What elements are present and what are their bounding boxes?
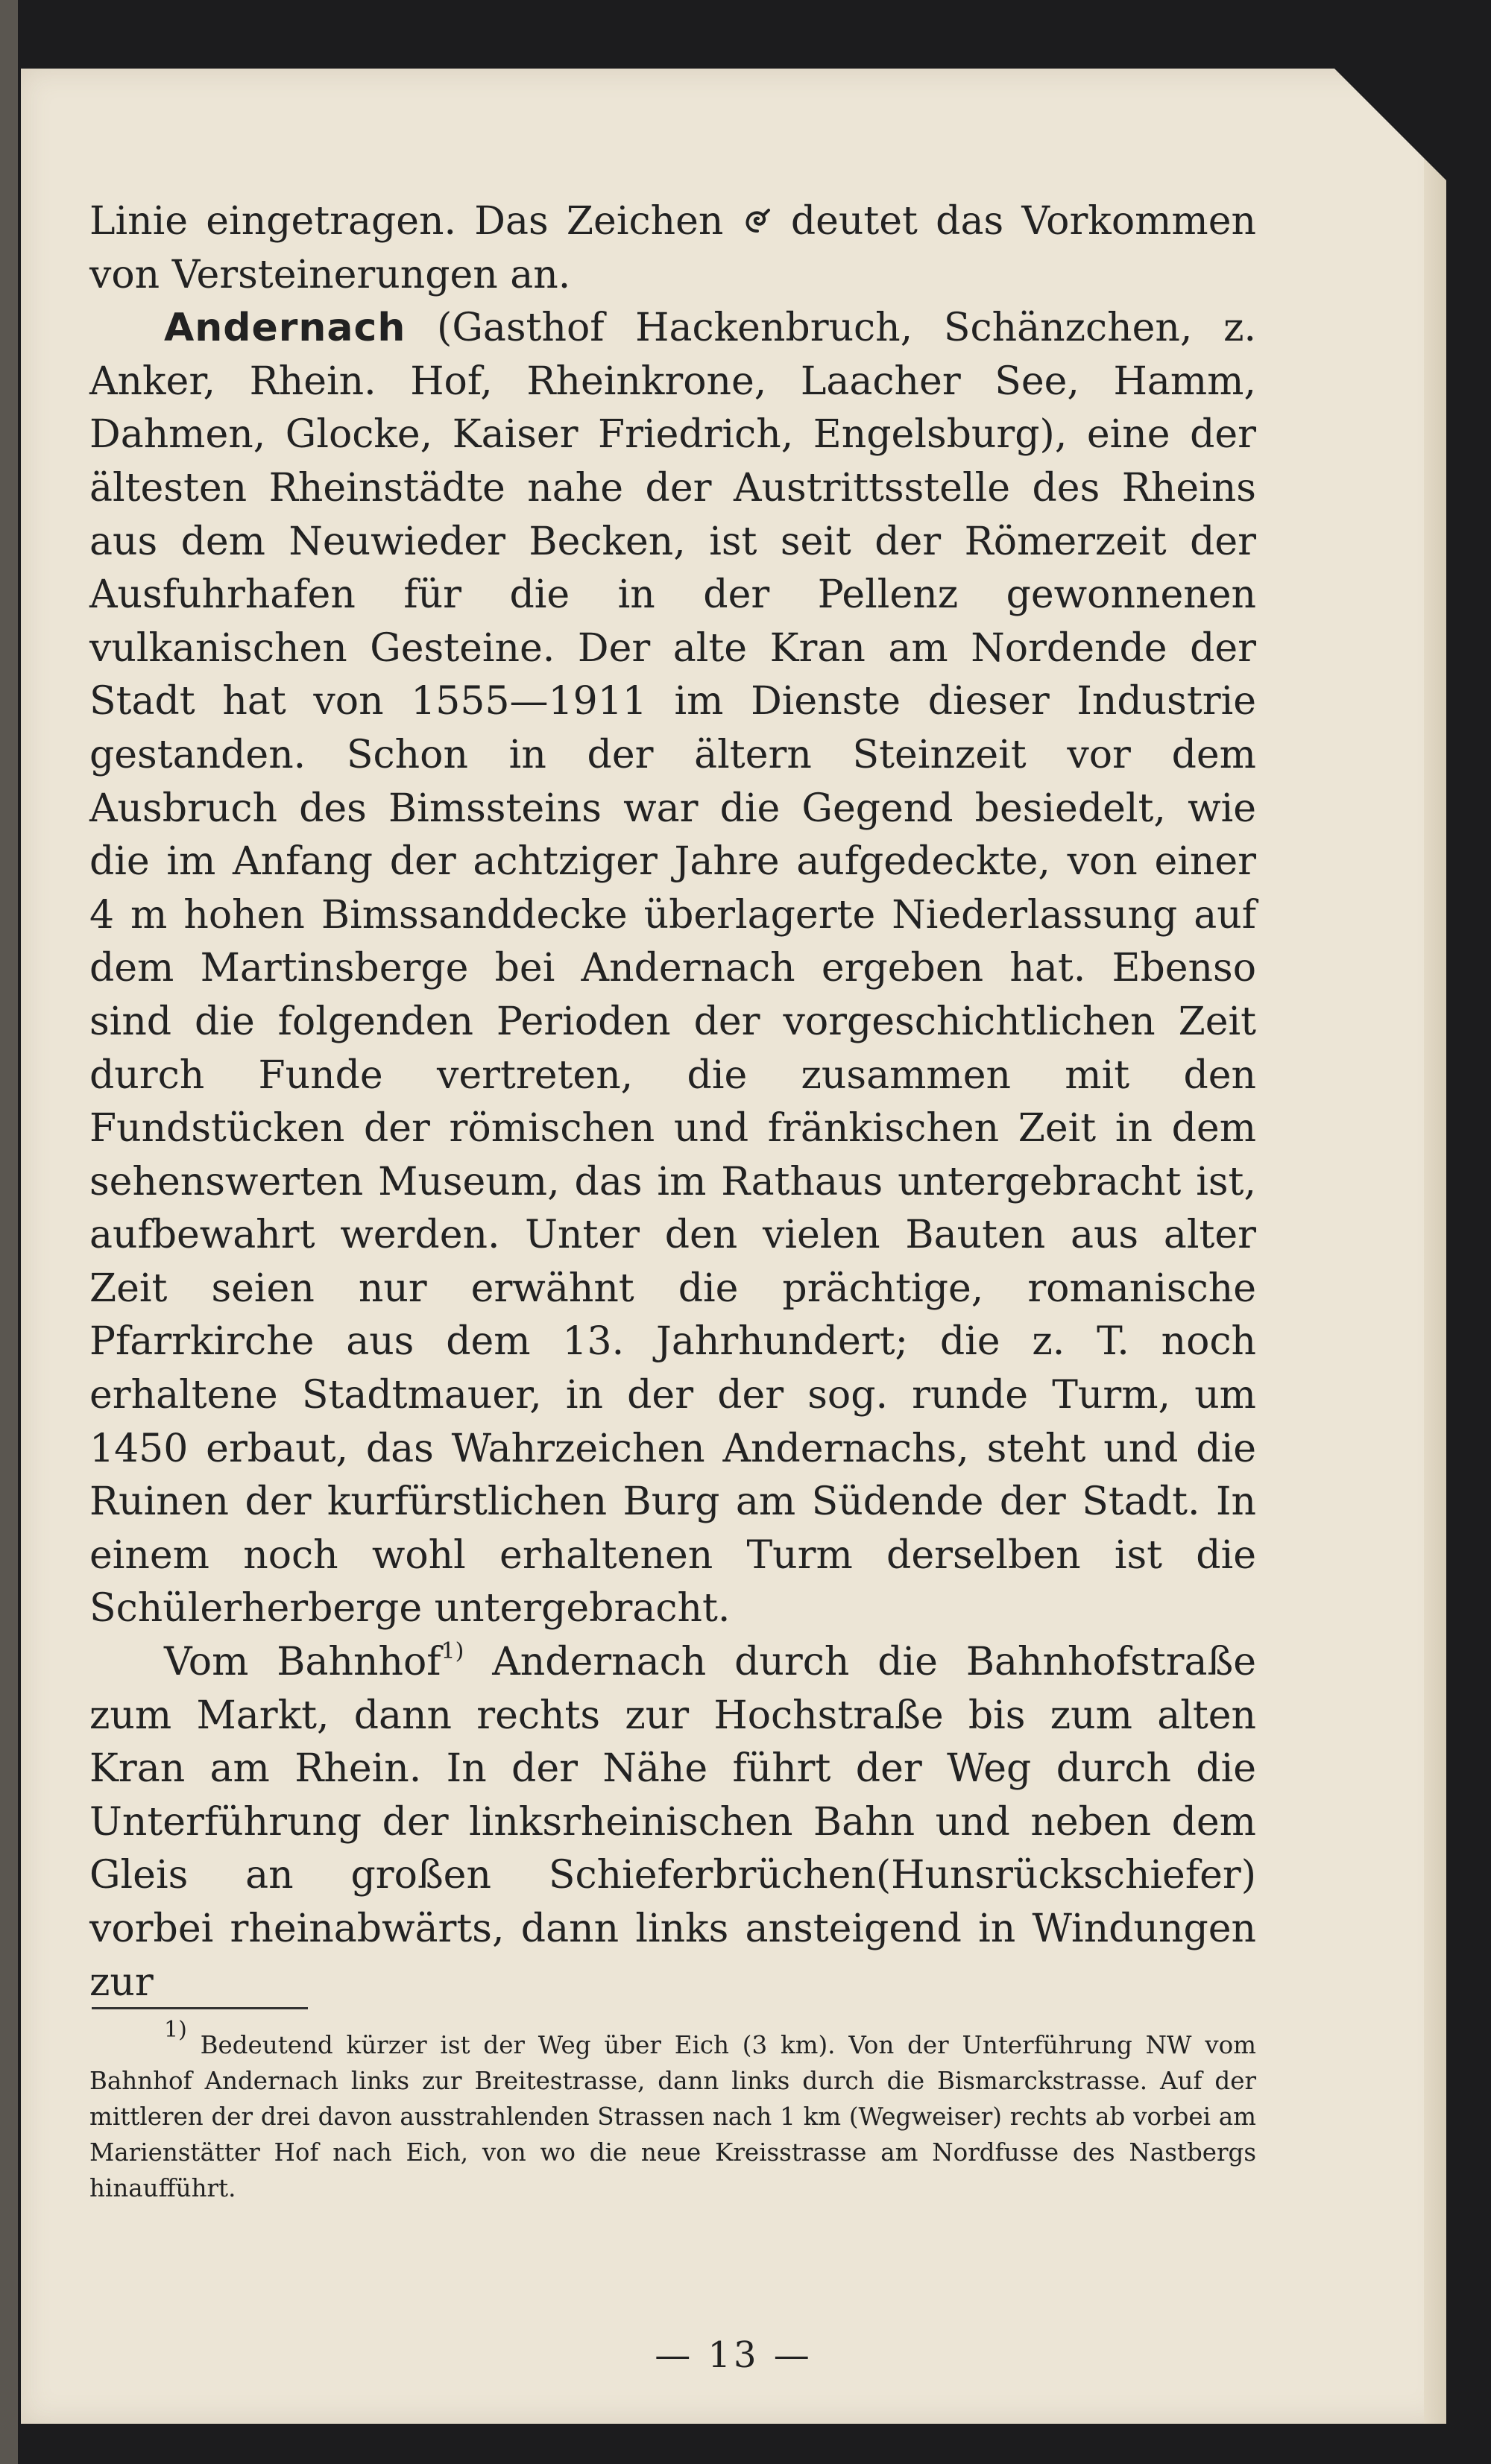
paragraph-route-start: Vom Bahnhof [164,1640,441,1685]
main-text [89,195,1256,2009]
paragraph-route-text: Andernach durch die Bahnhofstraße zum Markt, dann rechts zur Hochstraße bis zum alten Kran am Rhein. In der Nähe führt der Weg durch die Unterführung der linksrheinischen Bahn und neben dem Gleis an großen Schieferbrüchen(Hunsrückschiefer) vorbei rheinabwärts, dann links ansteigend in Windungen zur [89,1640,1256,2005]
footnote-divider [92,2007,308,2009]
footnote-reference: 1) [441,1638,464,1665]
book-spine-edge [0,0,18,2464]
paragraph-andernach-text: (Gasthof Hackenbruch, Schänzchen, z. Anker, Rhein. Hof, Rheinkrone, Laacher See, Hamm, Dahmen, Glocke, Kaiser Friedrich, Engelsburg), eine der ältesten Rheinstädte nahe der Austrittsstelle des Rheins aus dem Neuwieder Becken, ist seit der Römerzeit der Ausfuhrhafen für die in der Pellenz gewonnenen vulkanischen Gesteine. Der alte Kran am Nordende der Stadt hat von 1555—1911 im Dienste dieser Industrie gestanden. Schon in der ältern Steinzeit vor dem Ausbruch des Bimssteins war die Gegend besiedelt, wie die im Anfang der achtziger Jahre aufgedeckte, von einer 4 m hohen Bimssanddecke überlagerte Niederlassung auf dem Martinsberge bei Andernach ergeben hat. Ebenso sind die folgenden Perioden der vorgeschichtlichen Zeit durch Funde vertreten, die zusammen mit den Fundstücken der römischen und fränkischen Zeit in dem sehenswerten Museum, das im Rathaus untergebracht ist, aufbewahrt werden. Unter den vielen Bauten aus alter Zeit seien nur erwähnt die prächtige, romanische Pfarrkirche aus dem 13. Jahrhundert; die z. T. noch erhaltene Stadtmauer, in der der sog. runde Turm, um 1450 erbaut, das Wahrzeichen Andernachs, steht und die Ruinen der kurfürstlichen Burg am Südende der Stadt. In einem noch wohl erhaltenen Turm derselben ist die Schülerherberge untergebracht. [89,306,1257,1631]
footnote-text: Bedeutend kürzer ist der Weg über Eich (3 km). Von der Unterführung NW vom Bahnhof Andernach links zur Breitestrasse, dann links durch die Bismarckstrasse. Auf der mittleren der drei davon ausstrahlenden Strassen nach 1 km (Wegweiser) rechts ab vorbei am Marienstätter Hof nach Eich, von wo die neue Kreisstrasse am Nordfusse des Nastbergs hinaufführt. [89,2031,1256,2202]
paragraph-intro-continuation: deutet das Vorkommen von Versteinerungen an. [89,199,1257,297]
footnote-paragraph [89,2017,1256,2206]
paragraph-andernach [89,302,1256,1636]
place-heading-andernach: Andernach [164,306,406,351]
fossil-symbol-icon [742,206,773,237]
paragraph-intro [89,195,1256,302]
page-edge [1424,69,1446,2424]
book-page [21,69,1446,2424]
footnote [89,2017,1256,2206]
page-number: — 13 — [655,2334,813,2376]
page-corner [1334,69,1446,180]
paragraph-route [89,1636,1256,2009]
footnote-marker: 1) [164,2017,187,2043]
paragraph-intro-text: Linie eingetragen. Das Zeichen [89,199,724,244]
